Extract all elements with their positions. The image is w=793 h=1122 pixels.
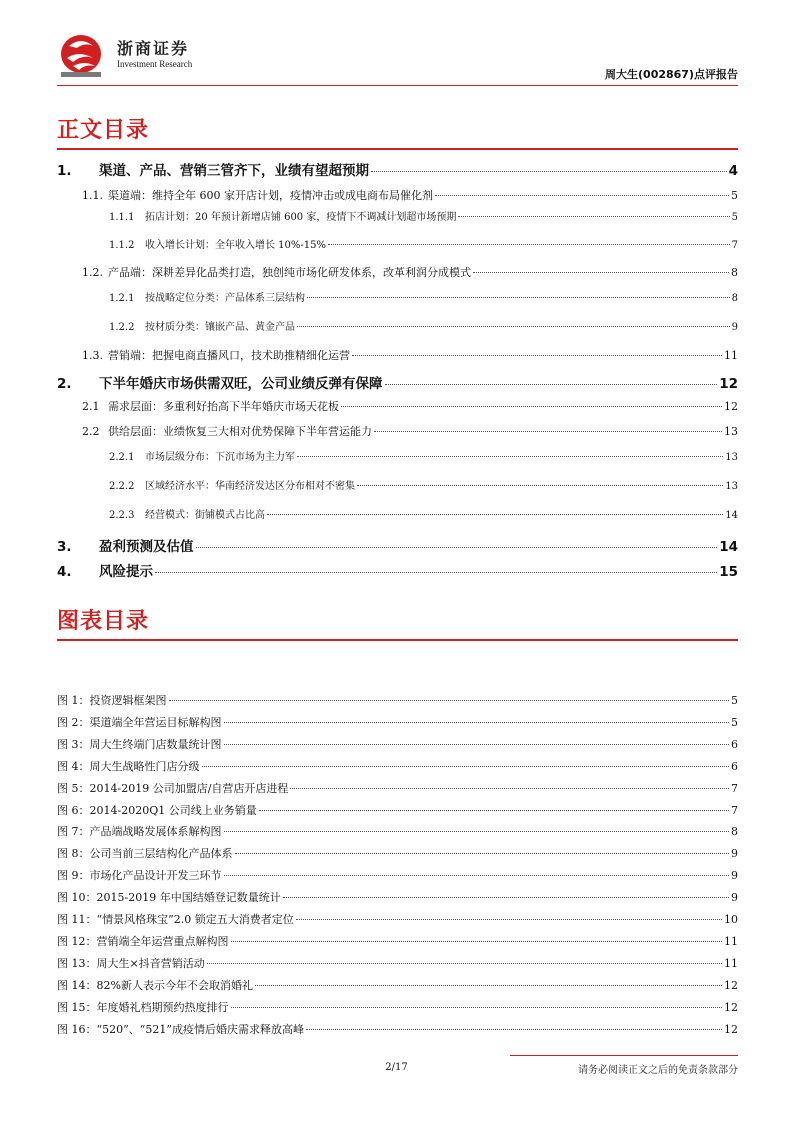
toc-leader-dots xyxy=(374,431,722,432)
toc-entry-number: 2.2.3 xyxy=(109,510,135,521)
toc-entry-number: 2.2.1 xyxy=(109,452,135,463)
figure-entry[interactable] xyxy=(57,714,738,730)
toc-leader-dots xyxy=(328,244,730,245)
figure-leader-dots xyxy=(231,941,723,942)
toc-entry-page: 13 xyxy=(725,481,738,492)
figures-title: 图表目录 xyxy=(57,609,150,634)
report-header xyxy=(57,28,738,86)
figure-entry-label: 图 13：周大生×抖音营销活动 xyxy=(57,957,205,970)
toc-leader-dots xyxy=(458,216,729,217)
toc-entry-label xyxy=(57,506,265,521)
figure-leader-dots xyxy=(306,1029,722,1030)
figure-entry-label: 图 1：投资逻辑框架图 xyxy=(57,694,167,707)
toc-entry[interactable] xyxy=(57,560,738,580)
toc-entry-text: 风险提示 xyxy=(99,564,153,580)
toc-entry[interactable] xyxy=(57,264,738,280)
toc-leader-dots xyxy=(341,406,722,407)
figure-leader-dots xyxy=(169,700,730,701)
toc-entry-page: 8 xyxy=(731,293,738,304)
toc-entry-number: 1.2.2 xyxy=(109,322,135,333)
figure-entry-label: 图 15：年度婚礼档期预约热度排行 xyxy=(57,1001,229,1014)
toc-entry-text: 区域经济水平：华南经济发达区分布相对不密集 xyxy=(145,481,355,492)
figure-entry-page: 5 xyxy=(731,694,738,707)
toc-entry[interactable] xyxy=(57,477,738,492)
figure-entry-label: 图 9：市场化产品设计开发三环节 xyxy=(57,869,222,882)
figure-entry-page: 9 xyxy=(731,847,738,860)
toc-leader-dots xyxy=(297,326,730,327)
toc-entry-page: 13 xyxy=(725,452,738,463)
toc-leader-dots xyxy=(297,456,723,457)
toc-entry-number: 2.2 xyxy=(82,425,100,438)
toc-entry-page: 5 xyxy=(731,189,738,202)
toc-leader-dots xyxy=(385,384,718,385)
toc-leader-dots xyxy=(267,514,723,515)
figure-entry-page: 9 xyxy=(731,891,738,904)
figure-leader-dots xyxy=(259,810,729,811)
toc-entry-number: 1.3. xyxy=(82,349,103,362)
header-divider xyxy=(57,85,738,86)
figure-entry-label: 图 2：渠道端全年营运目标解构图 xyxy=(57,716,222,729)
toc-entry-text: 盈利预测及估值 xyxy=(99,539,194,555)
figure-entry[interactable] xyxy=(57,911,738,927)
figure-entry[interactable] xyxy=(57,999,738,1015)
page-number: 2/17 xyxy=(385,1062,408,1073)
figure-entry-page: 9 xyxy=(731,869,738,882)
figure-leader-dots xyxy=(224,875,730,876)
toc-entry-number: 2.2.2 xyxy=(109,481,135,492)
toc-entry-page: 14 xyxy=(719,539,738,555)
toc-entry[interactable] xyxy=(57,159,738,179)
toc-entry-page: 9 xyxy=(731,322,738,333)
figure-leader-dots xyxy=(224,744,730,745)
toc-leader-dots xyxy=(371,171,727,172)
toc-entry-text: 收入增长计划：全年收入增长 10%-15% xyxy=(145,240,327,251)
figure-entry[interactable] xyxy=(57,933,738,949)
toc-entry-page: 11 xyxy=(724,349,738,362)
zheshang-logo-icon xyxy=(57,28,113,80)
toc-entry[interactable] xyxy=(57,372,738,392)
toc-entry-label xyxy=(57,236,326,251)
figure-leader-dots xyxy=(231,1007,723,1008)
figure-entry-label: 图 6：2014-2020Q1 公司线上业务销量 xyxy=(57,804,257,817)
toc-entry-number: 1.2.1 xyxy=(109,293,135,304)
figure-entry[interactable] xyxy=(57,867,738,883)
toc-entry-number: 2. xyxy=(57,376,72,392)
figure-entry-label: 图 11：“情景风格珠宝”2.0 锁定五大消费者定位 xyxy=(57,913,294,926)
figure-entry-page: 7 xyxy=(731,782,738,795)
figure-entry-label: 图 7：产品端战略发展体系解构图 xyxy=(57,825,222,838)
toc-entry-number: 2.1 xyxy=(82,400,100,413)
toc-entry-page: 13 xyxy=(724,425,738,438)
figure-entry-label: 图 8：公司当前三层结构化产品体系 xyxy=(57,847,233,860)
toc-entry-number: 4. xyxy=(57,564,72,580)
figure-entry[interactable] xyxy=(57,692,738,708)
figure-entry[interactable] xyxy=(57,955,738,971)
toc-entry-text: 经营模式：街铺模式占比高 xyxy=(145,510,265,521)
toc-entry-number: 1.1. xyxy=(82,189,103,202)
toc-entry-number: 3. xyxy=(57,539,72,555)
toc-leader-dots xyxy=(473,272,729,273)
figures-title-rule xyxy=(57,639,738,641)
figure-entry-label: 图 14：82%新人表示今年不会取消婚礼 xyxy=(57,979,253,992)
figure-leader-dots xyxy=(283,897,729,898)
toc-entry-page: 5 xyxy=(731,212,738,223)
toc-entry-label xyxy=(57,448,295,463)
figure-entry[interactable] xyxy=(57,780,738,796)
toc-entry[interactable] xyxy=(57,208,738,223)
toc-entry-page: 12 xyxy=(724,400,738,413)
toc-leader-dots xyxy=(307,297,730,298)
toc-entry[interactable] xyxy=(57,535,738,555)
figure-entry[interactable] xyxy=(57,823,738,839)
toc-entry-label xyxy=(57,264,471,280)
toc-entry-label xyxy=(57,318,295,333)
report-title: 周大生(002867)点评报告 xyxy=(605,68,738,81)
toc-entry[interactable] xyxy=(57,398,738,414)
figure-entry-page: 12 xyxy=(724,979,738,992)
figure-entry-page: 11 xyxy=(724,935,738,948)
figure-entry-page: 6 xyxy=(731,760,738,773)
figure-leader-dots xyxy=(235,853,730,854)
figure-entry-page: 11 xyxy=(724,957,738,970)
figure-entry-label: 图 12：营销端全年运营重点解构图 xyxy=(57,935,229,948)
toc-entry-text: 产品端：深耕差异化品类打造，独创纯市场化研发体系，改革利润分成模式 xyxy=(108,266,471,279)
toc-entry-label xyxy=(57,535,194,555)
toc-entry[interactable] xyxy=(57,236,738,251)
toc-entry[interactable] xyxy=(57,318,738,333)
toc-entry-page: 4 xyxy=(728,163,738,179)
toc-entry-number: 1.2. xyxy=(82,266,103,279)
figure-entry[interactable] xyxy=(57,1021,738,1037)
toc-entry-label xyxy=(57,423,372,439)
figure-entry[interactable] xyxy=(57,845,738,861)
toc-entry-text: 渠道端：维持全年 600 家开店计划，疫情冲击或成电商布局催化剂 xyxy=(108,189,433,202)
figure-entry-page: 8 xyxy=(731,825,738,838)
figure-entry-page: 7 xyxy=(731,804,738,817)
figure-entry-label: 图 16：“520”、“521”成疫情后婚庆需求释放高峰 xyxy=(57,1023,304,1036)
toc-leader-dots xyxy=(196,547,718,548)
figure-entry[interactable] xyxy=(57,736,738,752)
toc-title: 正文目录 xyxy=(57,118,150,143)
figure-entry-page: 6 xyxy=(731,738,738,751)
figure-leader-dots xyxy=(224,722,730,723)
toc-entry-label xyxy=(57,159,369,179)
figure-entry-page: 10 xyxy=(724,913,738,926)
toc-entry-text: 需求层面：多重利好抬高下半年婚庆市场天花板 xyxy=(108,400,339,413)
figure-leader-dots xyxy=(207,963,722,964)
figure-entry-label: 图 5：2014-2019 公司加盟店/自营店开店进程 xyxy=(57,782,289,795)
toc-entry-page: 12 xyxy=(719,376,738,392)
toc-entry-label xyxy=(57,372,383,392)
toc-title-rule xyxy=(57,148,738,150)
toc-entry-label xyxy=(57,208,456,223)
toc-entry-label xyxy=(57,560,153,580)
figure-entry-label: 图 3：周大生终端门店数量统计图 xyxy=(57,738,222,751)
toc-entry-text: 营销端：把握电商直播风口，技术助推精细化运营 xyxy=(108,349,350,362)
toc-entry-text: 市场层级分布：下沉市场为主力军 xyxy=(145,452,295,463)
brand-name-cn: 浙商证券 xyxy=(117,39,190,58)
figure-entry-page: 12 xyxy=(724,1001,738,1014)
figure-leader-dots xyxy=(255,985,722,986)
toc-entry[interactable] xyxy=(57,347,738,363)
toc-entry[interactable] xyxy=(57,423,738,439)
toc-entry-number: 1.1.1 xyxy=(109,212,135,223)
toc-entry-page: 15 xyxy=(719,564,738,580)
toc-entry-label xyxy=(57,398,339,414)
toc-entry-page: 14 xyxy=(725,510,738,521)
toc-entry-number: 1.1.2 xyxy=(109,240,135,251)
toc-leader-dots xyxy=(155,572,717,573)
toc-leader-dots xyxy=(435,195,729,196)
toc-entry-number: 1. xyxy=(57,163,72,179)
toc-entry[interactable] xyxy=(57,448,738,463)
toc-entry-label xyxy=(57,289,305,304)
toc-entry[interactable] xyxy=(57,506,738,521)
figure-leader-dots xyxy=(290,788,729,789)
figure-entry-page: 5 xyxy=(731,716,738,729)
toc-entry[interactable] xyxy=(57,289,738,304)
toc-entry-text: 渠道、产品、营销三管齐下，业绩有望超预期 xyxy=(99,163,369,179)
toc-entry-label xyxy=(57,187,433,203)
toc-entry-text: 按材质分类：镶嵌产品、黄金产品 xyxy=(145,322,295,333)
toc-leader-dots xyxy=(352,355,722,356)
footer-divider xyxy=(510,1055,738,1056)
toc-entry-text: 下半年婚庆市场供需双旺，公司业绩反弹有保障 xyxy=(99,376,383,392)
toc-entry-text: 按战略定位分类：产品体系三层结构 xyxy=(145,293,305,304)
toc-leader-dots xyxy=(357,485,723,486)
figure-entry[interactable] xyxy=(57,889,738,905)
figure-entry-page: 12 xyxy=(724,1023,738,1036)
figure-leader-dots xyxy=(296,919,722,920)
brand-name-en: Investment Research xyxy=(117,59,193,69)
figure-entry[interactable] xyxy=(57,758,738,774)
toc-entry-text: 拓店计划：20 年预计新增店铺 600 家，疫情下不调减计划超市场预期 xyxy=(145,212,457,223)
figure-entry[interactable] xyxy=(57,977,738,993)
toc-entry[interactable] xyxy=(57,187,738,203)
toc-entry-page: 8 xyxy=(731,266,738,279)
toc-entry-text: 供给层面：业绩恢复三大相对优势保障下半年营运能力 xyxy=(108,425,372,438)
figure-leader-dots xyxy=(224,831,730,832)
figure-entry[interactable] xyxy=(57,802,738,818)
toc-entry-label xyxy=(57,347,350,363)
toc-entry-label xyxy=(57,477,355,492)
figure-entry-label: 图 4：周大生战略性门店分级 xyxy=(57,760,200,773)
toc-entry-page: 7 xyxy=(731,240,738,251)
figure-leader-dots xyxy=(202,766,730,767)
figure-entry-label: 图 10：2015-2019 年中国结婚登记数量统计 xyxy=(57,891,281,904)
footer-disclaimer: 请务必阅读正文之后的免责条款部分 xyxy=(578,1065,738,1076)
